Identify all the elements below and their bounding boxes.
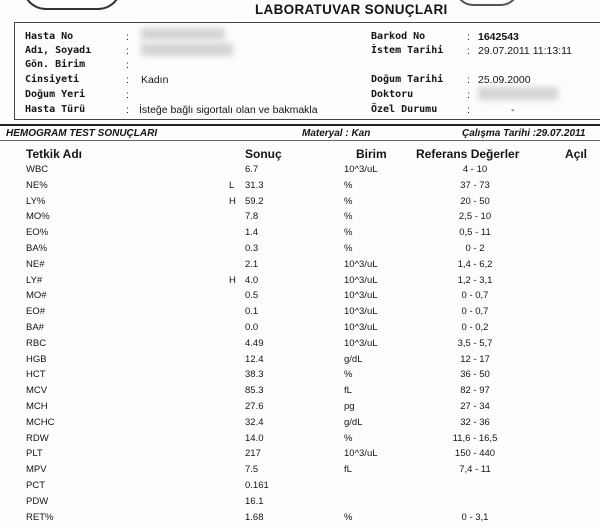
test-name: MCHC (26, 416, 55, 428)
reference-range: 0,5 - 11 (459, 227, 491, 239)
test-name: NE% (26, 179, 48, 191)
result-value: 12.4 (245, 353, 264, 365)
test-name: RDW (26, 432, 49, 444)
unit-value: 10^3/uL (344, 274, 378, 286)
unit-value: 10^3/uL (344, 322, 378, 333)
result-value: 0.3 (245, 243, 259, 254)
result-value: 85.3 (245, 385, 264, 397)
table-row (0, 275, 600, 291)
test-name: HCT (26, 369, 46, 381)
result-value: 7.8 (245, 211, 259, 223)
result-value: 4.0 (245, 274, 259, 286)
test-name: BA# (26, 322, 44, 333)
result-value: 6.7 (245, 164, 259, 175)
table-row (0, 433, 600, 449)
table-row (0, 338, 600, 354)
test-name: EO% (26, 227, 49, 239)
result-value: 1.4 (245, 227, 259, 239)
unit-value: 10^3/uL (344, 306, 378, 318)
reference-range: 2,5 - 10 (458, 211, 492, 223)
label-name: Adı, Soyadı (25, 45, 92, 56)
table-row (0, 385, 600, 401)
reference-range: 0 - 2 (465, 243, 485, 254)
result-value: 2.1 (245, 258, 259, 270)
test-name: HGB (26, 353, 47, 365)
col-test-name: Tetkik Adı (26, 147, 83, 161)
section-title: HEMOGRAM TEST SONUÇLARI (6, 128, 158, 139)
result-value: 14.0 (245, 432, 264, 444)
reference-range: 36 - 50 (460, 369, 490, 381)
hospital-logo-seal (22, 0, 122, 10)
test-name: MCH (26, 401, 48, 412)
unit-value: g/dL (344, 353, 363, 365)
unit-value: % (344, 369, 353, 381)
result-flag: L (229, 179, 235, 191)
result-value: 59.2 (245, 195, 264, 207)
reference-range: 20 - 50 (460, 195, 490, 207)
col-result: Sonuç (245, 147, 282, 161)
label-unit: Gön. Birim (25, 59, 86, 70)
colon: : (126, 31, 129, 43)
result-flag: H (229, 195, 236, 207)
result-value: 7.5 (245, 464, 259, 476)
unit-value: % (344, 227, 353, 239)
table-row (0, 243, 600, 259)
test-name: RET% (26, 511, 54, 523)
redacted-name (141, 43, 233, 56)
test-name: MCV (26, 385, 48, 397)
result-value: 1.68 (245, 511, 264, 523)
col-description: Açıl (565, 147, 588, 161)
unit-value: % (344, 179, 353, 191)
redacted-patient-no (141, 28, 225, 40)
test-name: BA% (26, 243, 48, 254)
result-value: 0.1 (245, 306, 259, 318)
table-row (0, 512, 600, 527)
unit-value: % (344, 243, 353, 254)
reference-range: 4 - 10 (462, 164, 488, 175)
result-value: 16.1 (245, 495, 264, 507)
special-value: - (511, 104, 515, 116)
table-row (0, 322, 600, 338)
colon: : (467, 89, 470, 101)
label-gender: Cinsiyeti (25, 74, 80, 85)
patient-info-box (14, 22, 600, 120)
result-value: 38.3 (245, 369, 264, 381)
unit-value: fL (344, 385, 352, 397)
col-unit: Birim (356, 147, 387, 161)
test-name: PCT (26, 480, 45, 491)
material: Materyal : Kan (302, 128, 371, 139)
gender-value: Kadın (141, 74, 169, 86)
test-name: PLT (26, 448, 43, 460)
result-value: 32.4 (245, 416, 264, 428)
unit-value: % (344, 195, 353, 207)
test-name: MO# (26, 290, 47, 302)
section-header (0, 124, 600, 141)
unit-value: % (344, 511, 353, 523)
reference-range: 82 - 97 (460, 385, 490, 397)
colon: : (126, 59, 129, 71)
unit-value: % (344, 432, 353, 444)
test-name: MPV (26, 464, 47, 476)
unit-value: g/dL (344, 416, 363, 428)
patient-type-value: İsteğe bağlı sigortalı olan ve bakmakla (139, 104, 318, 116)
work-date: Çalışma Tarihi :29.07.2011 (462, 128, 586, 139)
page-title: LABORATUVAR SONUÇLARI (255, 2, 448, 17)
reference-range: 0 - 3,1 (461, 511, 489, 523)
table-row (0, 464, 600, 480)
result-value: 0.5 (245, 290, 259, 302)
reference-range: 7,4 - 11 (459, 464, 491, 476)
unit-value: fL (344, 464, 352, 476)
label-special: Özel Durumu (371, 104, 438, 115)
table-row (0, 496, 600, 512)
table-row (0, 306, 600, 322)
test-name: EO# (26, 306, 46, 318)
table-row (0, 196, 600, 212)
reference-range: 32 - 36 (460, 416, 490, 428)
reference-range: 27 - 34 (460, 401, 490, 412)
table-row (0, 227, 600, 243)
label-request-date: İstem Tarihi (371, 45, 444, 56)
ministry-logo-seal (455, 0, 519, 6)
table-row (0, 417, 600, 433)
reference-range: 0 - 0,7 (461, 306, 489, 318)
reference-range: 0 - 0,2 (461, 322, 489, 333)
result-value: 0.161 (245, 480, 269, 491)
table-row (0, 259, 600, 275)
table-row (0, 164, 600, 180)
barcode-value: 1642543 (478, 31, 519, 43)
label-patient-type: Hasta Türü (25, 104, 86, 115)
table-row (0, 480, 600, 496)
reference-range: 3,5 - 5,7 (457, 337, 493, 349)
table-row (0, 448, 600, 464)
colon: : (126, 45, 129, 57)
result-value: 217 (245, 448, 261, 460)
reference-range: 37 - 73 (460, 179, 490, 191)
test-name: PDW (26, 495, 49, 507)
result-value: 31.3 (245, 179, 264, 191)
unit-value: 10^3/uL (344, 290, 378, 302)
colon: : (467, 74, 470, 86)
unit-value: % (344, 211, 353, 223)
label-birth-date: Doğum Tarihi (371, 74, 444, 85)
test-name: MO% (26, 211, 50, 223)
table-row (0, 401, 600, 417)
table-row (0, 211, 600, 227)
label-patient-no: Hasta No (25, 31, 74, 42)
request-date-value: 29.07.2011 11:13:11 (478, 45, 573, 57)
test-name: RBC (26, 337, 47, 349)
redacted-doctor (478, 87, 558, 100)
col-reference: Referans Değerler (416, 147, 520, 161)
colon: : (467, 31, 470, 43)
test-name: LY# (26, 274, 43, 286)
result-value: 4.49 (245, 337, 264, 349)
colon: : (126, 74, 129, 86)
table-row (0, 290, 600, 306)
unit-value: 10^3/uL (344, 448, 378, 460)
reference-range: 11,6 - 16,5 (452, 432, 498, 444)
result-value: 27.6 (245, 401, 264, 412)
colon: : (126, 104, 129, 116)
result-flag: H (229, 274, 236, 286)
unit-value: 10^3/uL (344, 258, 378, 270)
label-birth-place: Doğum Yeri (25, 89, 86, 100)
unit-value: 10^3/uL (344, 337, 378, 349)
reference-range: 12 - 17 (460, 353, 490, 365)
colon: : (126, 89, 129, 101)
test-name: WBC (26, 164, 49, 175)
unit-value: 10^3/uL (344, 164, 378, 175)
unit-value: pg (344, 401, 355, 412)
table-row (0, 354, 600, 370)
reference-range: 1,4 - 6,2 (457, 258, 493, 270)
birth-date-value: 25.09.2000 (478, 74, 531, 86)
test-name: LY% (26, 195, 46, 207)
test-name: NE# (26, 258, 45, 270)
colon: : (467, 45, 470, 57)
label-doctor: Doktoru (371, 89, 414, 100)
reference-range: 0 - 0,7 (461, 290, 489, 302)
label-barcode: Barkod No (371, 31, 426, 42)
reference-range: 150 - 440 (454, 448, 496, 460)
reference-range: 1,2 - 3,1 (457, 274, 493, 286)
table-row (0, 180, 600, 196)
result-value: 0.0 (245, 322, 259, 333)
colon: : (467, 104, 470, 116)
table-row (0, 369, 600, 385)
